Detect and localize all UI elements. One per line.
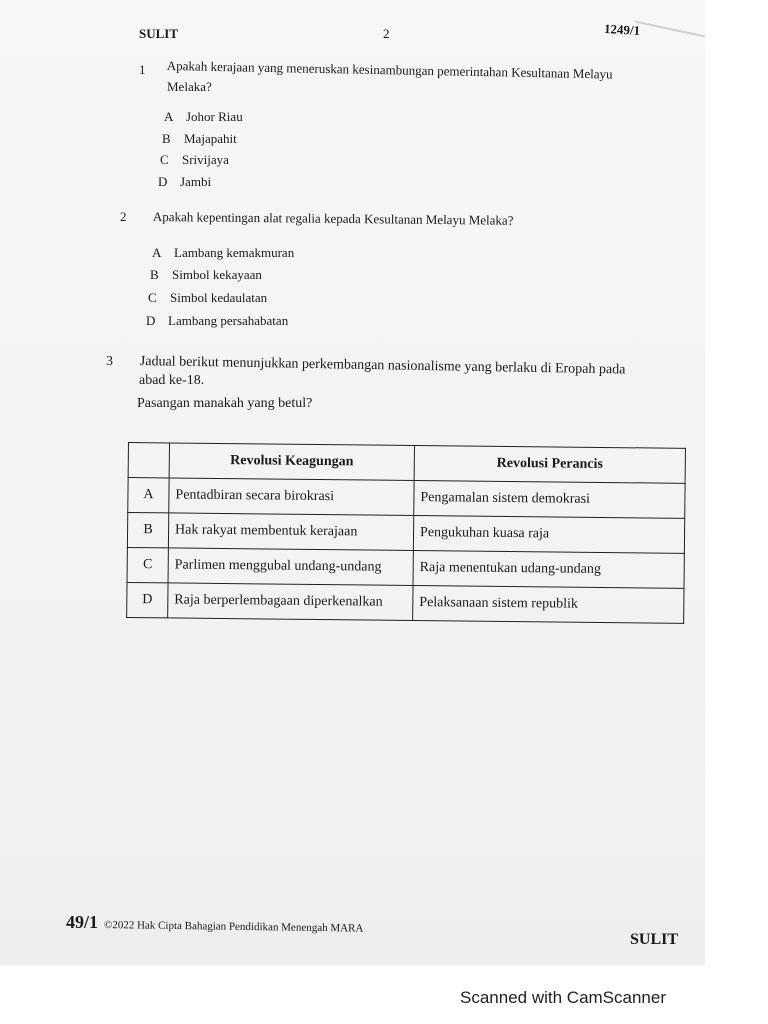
question-number: 1 <box>139 62 146 77</box>
option-1d: D Jambi <box>158 174 212 189</box>
option-1a: A Johor Riau <box>164 109 243 124</box>
question-text: Apakah kerajaan yang meneruskan kesinambungan pemerintahan Kesultanan Melayu <box>166 58 613 82</box>
footer-code: 49/1 <box>66 912 99 932</box>
question-text: Jadual berikut menunjukkan perkembangan nasionalisme yang berlaku di Eropah pada <box>139 354 626 378</box>
table-row <box>127 582 684 623</box>
question-number: 2 <box>120 209 127 224</box>
table-cell: Raja menentukan udang-undang <box>413 550 684 588</box>
footer-copyright: ©2022 Hak Cipta Bahagian Pendidikan Menengah MARA <box>103 919 364 935</box>
table-cell: Pengamalan sistem demokrasi <box>414 480 685 518</box>
option-2d: D Lambang persahabatan <box>146 313 289 328</box>
question-number: 3 <box>106 354 113 369</box>
page-number: 2 <box>383 26 390 41</box>
row-label: D <box>127 582 168 617</box>
option-1c: C Srivijaya <box>160 152 229 167</box>
row-label: A <box>128 478 169 513</box>
table-cell: Raja berperlembagaan diperkenalkan <box>168 583 413 621</box>
option-2a: A Lambang kemakmuran <box>152 245 295 260</box>
table-row <box>127 513 684 554</box>
table-header-revolusi-keagungan: Revolusi Keagungan <box>169 443 414 481</box>
table-header-row <box>128 443 685 484</box>
footer-sulit: SULIT <box>630 931 679 948</box>
table-header-revolusi-perancis: Revolusi Perancis <box>414 446 685 484</box>
table-header-empty <box>128 443 169 478</box>
question-text-cont: abad ke-18. <box>139 373 205 388</box>
comparison-table <box>126 442 686 624</box>
header-sulit: SULIT <box>139 26 179 41</box>
paper-code: 1249/1 <box>603 21 641 38</box>
table-cell: Hak rakyat membentuk kerajaan <box>168 513 413 551</box>
row-label: C <box>127 547 168 582</box>
question-prompt: Pasangan manakah yang betul? <box>137 396 313 411</box>
table-cell: Pengukuhan kuasa raja <box>413 515 684 553</box>
table-row <box>127 547 684 588</box>
table-cell: Parlimen menggubal undang-undang <box>168 548 413 586</box>
row-label: B <box>127 513 168 548</box>
question-text-cont: Melaka? <box>167 79 212 94</box>
option-2b: B Simbol kekayaan <box>150 267 262 282</box>
table-cell: Pelaksanaan sistem republik <box>413 585 684 623</box>
table-cell: Pentadbiran secara birokrasi <box>169 478 414 516</box>
question-text: Apakah kepentingan alat regalia kepada Kesultanan Melayu Melaka? <box>152 209 514 228</box>
option-2c: C Simbol kedaulatan <box>148 290 268 305</box>
option-1b: B Majapahit <box>162 131 237 146</box>
camscanner-watermark: Scanned with CamScanner <box>460 988 667 1007</box>
table-row <box>128 478 685 519</box>
